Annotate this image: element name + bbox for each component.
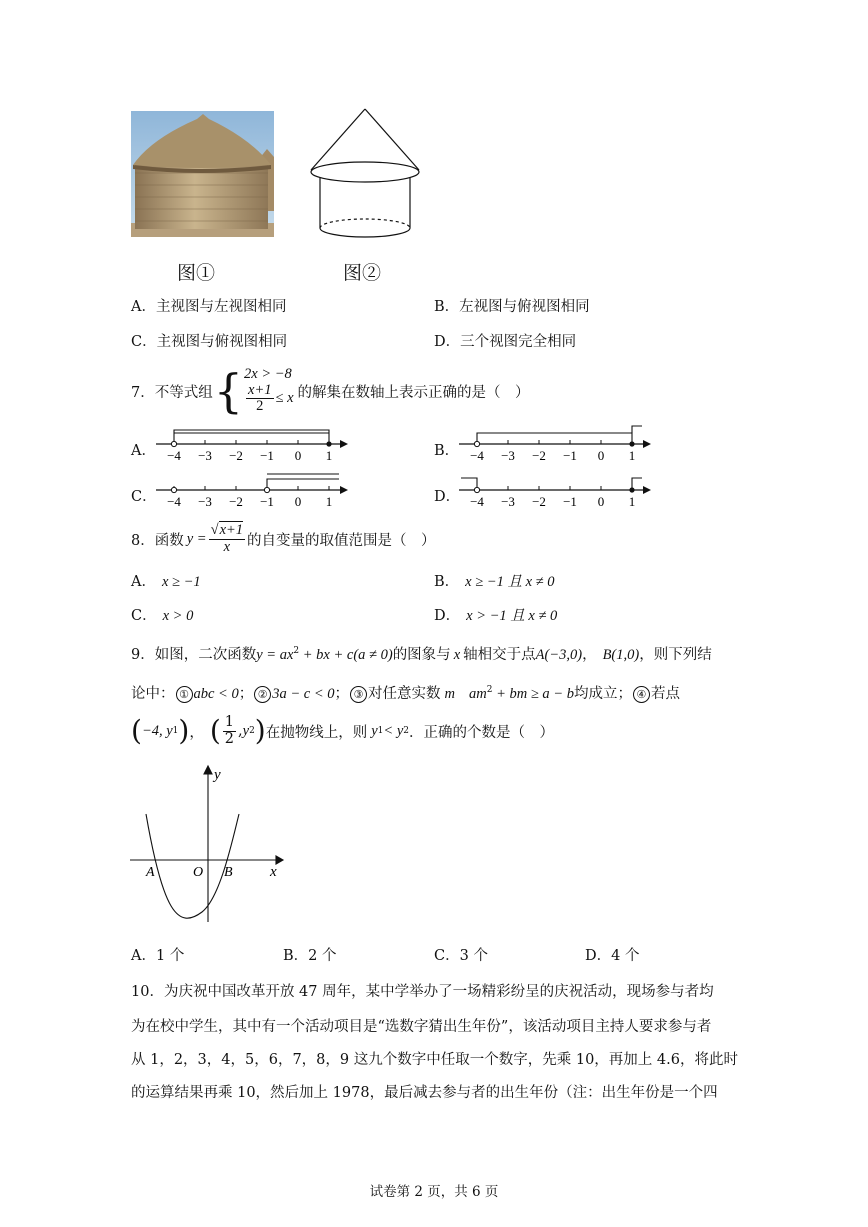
- open-endpoint: [171, 441, 176, 446]
- tick-label-a-4: 0: [294, 448, 302, 463]
- q9-line-3: ( −4, y 1 ) ， ( $\frac{1}{2}$ , y 2 ) 在抛物线上，则 y 1 < y 2 ．正确的个数是（ ）: [131, 714, 554, 747]
- q9-option-a: A．1 个: [131, 948, 185, 964]
- solution-bracket: [174, 430, 329, 444]
- number-line-arrow: [340, 486, 348, 494]
- q8-stem: [131, 518, 436, 560]
- parabola-graph: [128, 762, 288, 927]
- q9-line-2: 论中： ① abc < 0； ② 3a − c < 0； ③ 对任意实数 m $am^2$ + bm ≥ a − b均成立； ④ 若点: [131, 685, 680, 702]
- inequality-system: [244, 367, 294, 414]
- open-endpoint: [474, 441, 479, 446]
- point-b-label: B: [224, 865, 233, 880]
- q8-option-a: A． x ≥ −1: [131, 574, 201, 590]
- q10-line-4: 的运算结果再乘 10，然后加上 1978，最后减去参与者的出生年份（注：出生年份是一个四: [131, 1085, 718, 1101]
- point-a-coords: A(−3,0): [535, 647, 583, 663]
- open-endpoint: [264, 487, 269, 492]
- tick-label-b-5: 1: [628, 448, 636, 463]
- tick-label-c-5: 1: [325, 494, 333, 509]
- tick-label-d-1: −3: [501, 494, 515, 509]
- solution-bracket: [267, 479, 339, 490]
- page-footer: 试卷第 2 页，共 6 页: [369, 1184, 499, 1200]
- tick-label-d-5: 1: [628, 494, 636, 509]
- tick-label-d-0: −4: [470, 494, 484, 509]
- origin-label: O: [193, 865, 204, 880]
- tick-label-a-1: −3: [198, 448, 212, 463]
- q8-function-lhs: y =: [186, 530, 207, 547]
- number-line-a: [150, 424, 360, 464]
- tick-label-a-5: 1: [325, 448, 333, 463]
- point-a-label: A: [146, 865, 155, 880]
- tick-label-b-4: 0: [597, 448, 605, 463]
- q8-number: 8．函数: [131, 532, 184, 549]
- closed-endpoint: [629, 487, 634, 492]
- tick-label-d-3: −1: [563, 494, 577, 509]
- tick-label-b-0: −4: [470, 448, 484, 463]
- q10-line-1: 10．为庆祝中国改革开放 47 周年，某中学举办了一场精彩纷呈的庆祝活动，现场参与者均: [131, 984, 714, 1000]
- q7-question-tail: 的解集在数轴上表示正确的是（ ）: [297, 384, 530, 401]
- q6-option-a: A．主视图与左视图相同: [131, 299, 287, 315]
- closed-endpoint: [326, 441, 331, 446]
- open-endpoint: [474, 487, 479, 492]
- q10-line-2: 为在校中学生，其中有一个活动项目是“选数字猜出生年份”，该活动项目主持人要求参与者: [131, 1019, 712, 1035]
- inequality-2-relation: ≤ x: [275, 390, 294, 406]
- system-brace: {: [213, 364, 244, 418]
- number-line-arrow: [340, 440, 348, 448]
- q7-number: 7．不等式组: [131, 384, 213, 401]
- x-axis-label: x: [270, 864, 277, 880]
- figure-2-caption: 图②: [343, 262, 382, 284]
- tick-label-a-3: −1: [260, 448, 274, 463]
- tick-label-a-0: −4: [167, 448, 181, 463]
- tick-label-c-2: −2: [229, 494, 243, 509]
- q8-option-c: C． x > 0: [131, 608, 194, 624]
- q6-option-b: B．左视图与俯视图相同: [434, 299, 590, 315]
- q7-option-a-letter: A．: [131, 443, 156, 459]
- tick-label-b-3: −1: [563, 448, 577, 463]
- number-line-c: [150, 470, 360, 510]
- tick-label-a-2: −2: [229, 448, 243, 463]
- tick-label-d-2: −2: [532, 494, 546, 509]
- open-endpoint: [171, 487, 176, 492]
- inequality-1: 2x > −8: [244, 366, 292, 383]
- tick-label-c-1: −3: [198, 494, 212, 509]
- closed-endpoint: [629, 441, 634, 446]
- solution-bracket: [632, 426, 642, 433]
- q7-option-d-letter: D．: [434, 489, 461, 505]
- number-line-arrow: [643, 440, 651, 448]
- cone-cylinder-figure: [300, 104, 430, 242]
- number-line-arrow: [643, 486, 651, 494]
- point-b-coords: B(1,0): [602, 647, 640, 663]
- solution-bracket: [477, 433, 632, 444]
- q8-option-d: D． x > −1 且 x ≠ 0: [434, 608, 558, 624]
- q8-question-tail: 的自变量的取值范围是（ ）: [247, 532, 436, 549]
- q7-option-c-letter: C．: [131, 489, 157, 505]
- tick-label-b-2: −2: [532, 448, 546, 463]
- inequality-2-fraction: $\frac{x+1}{2}$: [248, 382, 272, 415]
- q9-option-d: D．4 个: [585, 948, 640, 964]
- tick-label-b-1: −3: [501, 448, 515, 463]
- q10-line-3: 从 1，2，3，4，5，6，7，8，9 这九个数字中任取一个数字，先乘 10，再加上 4.6，将此时: [131, 1052, 738, 1068]
- number-line-b: [453, 424, 663, 464]
- tick-label-c-0: −4: [167, 494, 181, 509]
- y-axis-label: y: [214, 767, 221, 783]
- q9-option-b: B．2 个: [283, 948, 337, 964]
- q9-line-1: 9．如图，二次函数$y = ax^2$ + bx + c(a ≠ 0)的图象与 x 轴相交于点A(−3,0)， B(1,0)，则下列结: [131, 646, 712, 663]
- number-line-d: [453, 470, 663, 510]
- q8-option-b: B． x ≥ −1 且 x ≠ 0: [434, 574, 555, 590]
- tick-label-c-4: 0: [294, 494, 302, 509]
- hut-photo: [131, 111, 274, 237]
- figure-1-caption: 图①: [177, 262, 216, 284]
- q6-option-d: D．三个视图完全相同: [434, 334, 577, 350]
- q7-stem: [131, 358, 530, 424]
- q8-function-fraction: $\frac{√x+1}{x}$: [210, 522, 244, 555]
- tick-label-c-3: −1: [260, 494, 274, 509]
- q9-option-c: C．3 个: [434, 948, 488, 964]
- tick-label-d-4: 0: [597, 494, 605, 509]
- q6-option-c: C．主视图与俯视图相同: [131, 334, 288, 350]
- q7-option-b-letter: B．: [434, 443, 460, 459]
